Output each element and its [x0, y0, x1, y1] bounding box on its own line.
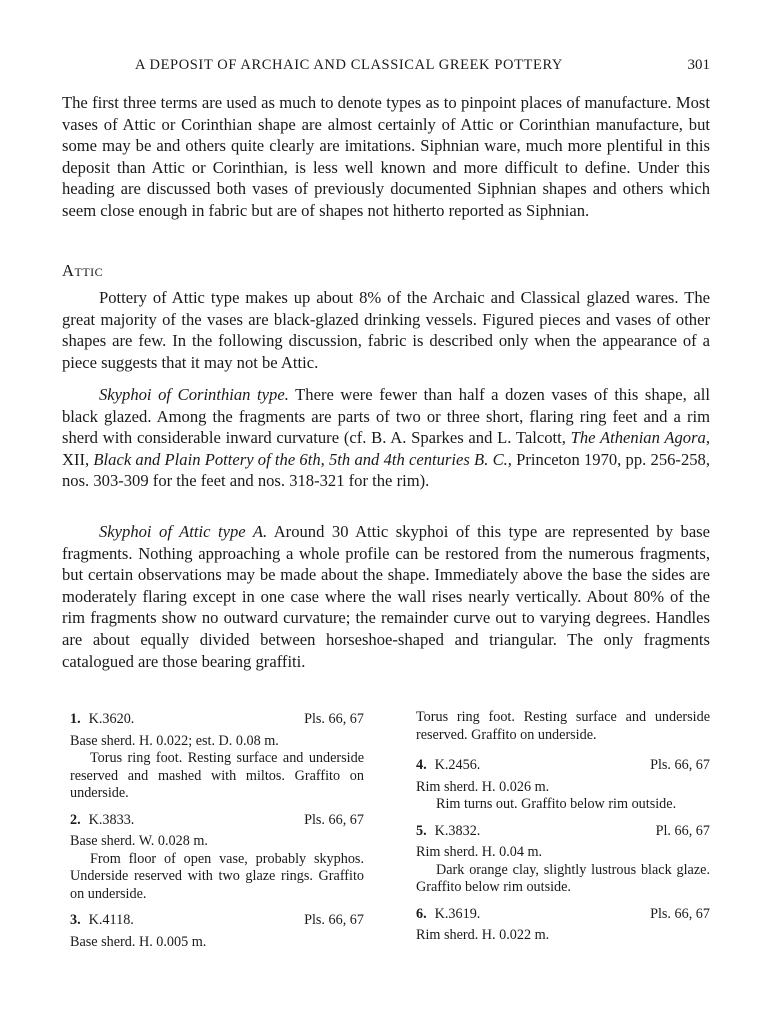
- intro-paragraph: [62, 92, 710, 222]
- entry-number: 4.: [416, 757, 427, 773]
- entry-header: [70, 912, 364, 930]
- entry-measure: Base sherd. W. 0.028 m.: [70, 833, 208, 849]
- skyphoi-attic-a-text: Around 30 Attic skyphoi of this type are represented by base fragments. Nothing approaching a whole profile can be restored from the numerous fragments, but certain observations may be made about the shape. Immediately above the base the sides are moderately flaring except in one case where the wall rises nearly vertically. About 80% of the rim fragments show no outward curvature; the remainder curve out to varying degrees. Handles are about equally divided between horseshoe-shaped and triangular. The only fragments catalogued are those bearing graffiti.: [62, 522, 711, 671]
- entry-number: 1.: [70, 711, 81, 727]
- catalogue-entry: [70, 812, 364, 904]
- entry-header: [70, 812, 364, 830]
- entry-number: 5.: [416, 822, 427, 839]
- skyphoi-corinthian-text2: XII,: [62, 449, 94, 469]
- catalogue-entry: [416, 757, 710, 814]
- catalogue-entry: [416, 823, 710, 897]
- agora-book-title: The Athenian Agora,: [570, 428, 710, 448]
- entry-measure: Rim sherd. H. 0.04 m.: [416, 844, 543, 860]
- skyphoi-corinthian-text3: Princeton 1970, pp. 256-258, nos. 303-309 for the feet and nos. 318-321 for the rim).: [62, 449, 710, 491]
- entry-description: Dark orange clay, slightly lustrous black glaze. Graffito below rim outside.: [416, 861, 710, 895]
- section-heading-attic: Attic: [62, 261, 104, 280]
- entry-number: 2.: [70, 811, 81, 828]
- entry-plates: Pls. 66, 67: [304, 711, 364, 727]
- catalogue-entry: [70, 711, 364, 803]
- entry-id: K.3832.: [434, 822, 481, 839]
- entry-description: Rim turns out. Graffito below rim outside.: [436, 796, 677, 812]
- entry-measure: Rim sherd. H. 0.026 m.: [416, 778, 550, 795]
- entry-id: K.3619.: [434, 905, 481, 922]
- entry-measure: Rim sherd. H. 0.022 m.: [416, 927, 550, 943]
- entry-measure: Base sherd. H. 0.005 m.: [70, 933, 207, 950]
- entry-plates: Pls. 66, 67: [650, 757, 710, 773]
- catalogue-entry: [70, 912, 364, 951]
- entry-header: [416, 823, 710, 841]
- intro-text: The first three terms are used as much to denote types as to pinpoint places of manufacture. Most vases of Attic or Corinthian shape are almost certainly of Attic or Corinthian manufacture, but some may be and others quite clearly are imitations. Siphnian ware, much more plentiful in this deposit than Attic or Corinthian, is less well known and more difficult to define. Under this heading are discussed both vases of previously documented Siphnian shapes and others which seem close enough in fabric but are of shapes not hitherto reported as Siphnian.: [62, 93, 710, 220]
- catalogue-entry: [416, 906, 710, 945]
- skyphoi-corinthian-text1: There were fewer than half a dozen vases of this shape, all black glazed. Among the fragments are parts of two or three short, flaring ring feet and a rim sherd with considerable inward curvature (cf. B. A. Sparkes and L. Talcott,: [62, 385, 710, 448]
- catalogue-right-column: [416, 709, 710, 954]
- catalogue-left-column: [70, 711, 364, 960]
- skyphoi-attic-a-heading: Skyphoi of Attic type A.: [99, 522, 268, 541]
- entry-id: K.4118.: [88, 912, 134, 928]
- attic-intro-text: Pottery of Attic type makes up about 8% of the Archaic and Classical glazed wares. The great majority of the vases are black-glazed drinking vessels. Figured pieces and vases of other shapes are few. In the following discussion, fabric is described only when the appearance of a piece suggests that it may not be Attic.: [62, 288, 710, 372]
- running-title: A DEPOSIT OF ARCHAIC AND CLASSICAL GREEK POTTERY: [135, 57, 564, 73]
- entry-measure: Base sherd. H. 0.022; est. D. 0.08 m.: [70, 732, 279, 749]
- entry-header: [416, 906, 710, 924]
- entry-header: [70, 711, 364, 729]
- book-subtitle: Black and Plain Pottery of the 6th, 5th and 4th centuries B. C.,: [93, 449, 512, 469]
- skyphoi-attic-a-paragraph: [62, 521, 710, 672]
- entry-id: K.3620.: [88, 711, 135, 727]
- page-number: 301: [687, 57, 710, 73]
- entry-description: From floor of open vase, probably skyphos. Underside reserved with two glaze rings. Graffito on underside.: [70, 850, 364, 902]
- entry-3-continuation: Torus ring foot. Resting surface and underside reserved. Graffito on underside.: [416, 709, 710, 743]
- entry-plates: Pls. 66, 67: [304, 811, 364, 828]
- skyphoi-corinthian-heading: Skyphoi of Corinthian type.: [99, 385, 289, 404]
- entry-id: K.3833.: [88, 811, 135, 828]
- entry-plates: Pls. 66, 67: [304, 912, 364, 928]
- skyphoi-corinthian-paragraph: [62, 384, 710, 492]
- entry-plates: Pls. 66, 67: [650, 905, 710, 922]
- entry-number: 6.: [416, 905, 427, 922]
- entry-description: Torus ring foot. Resting surface and underside reserved and mashed with miltos. Graffito on underside.: [70, 750, 364, 801]
- entry-header: [416, 757, 710, 775]
- entry-plates: Pl. 66, 67: [655, 822, 710, 839]
- entry-number: 3.: [70, 912, 81, 928]
- attic-intro-paragraph: [62, 287, 710, 373]
- entry-id: K.2456.: [434, 757, 481, 773]
